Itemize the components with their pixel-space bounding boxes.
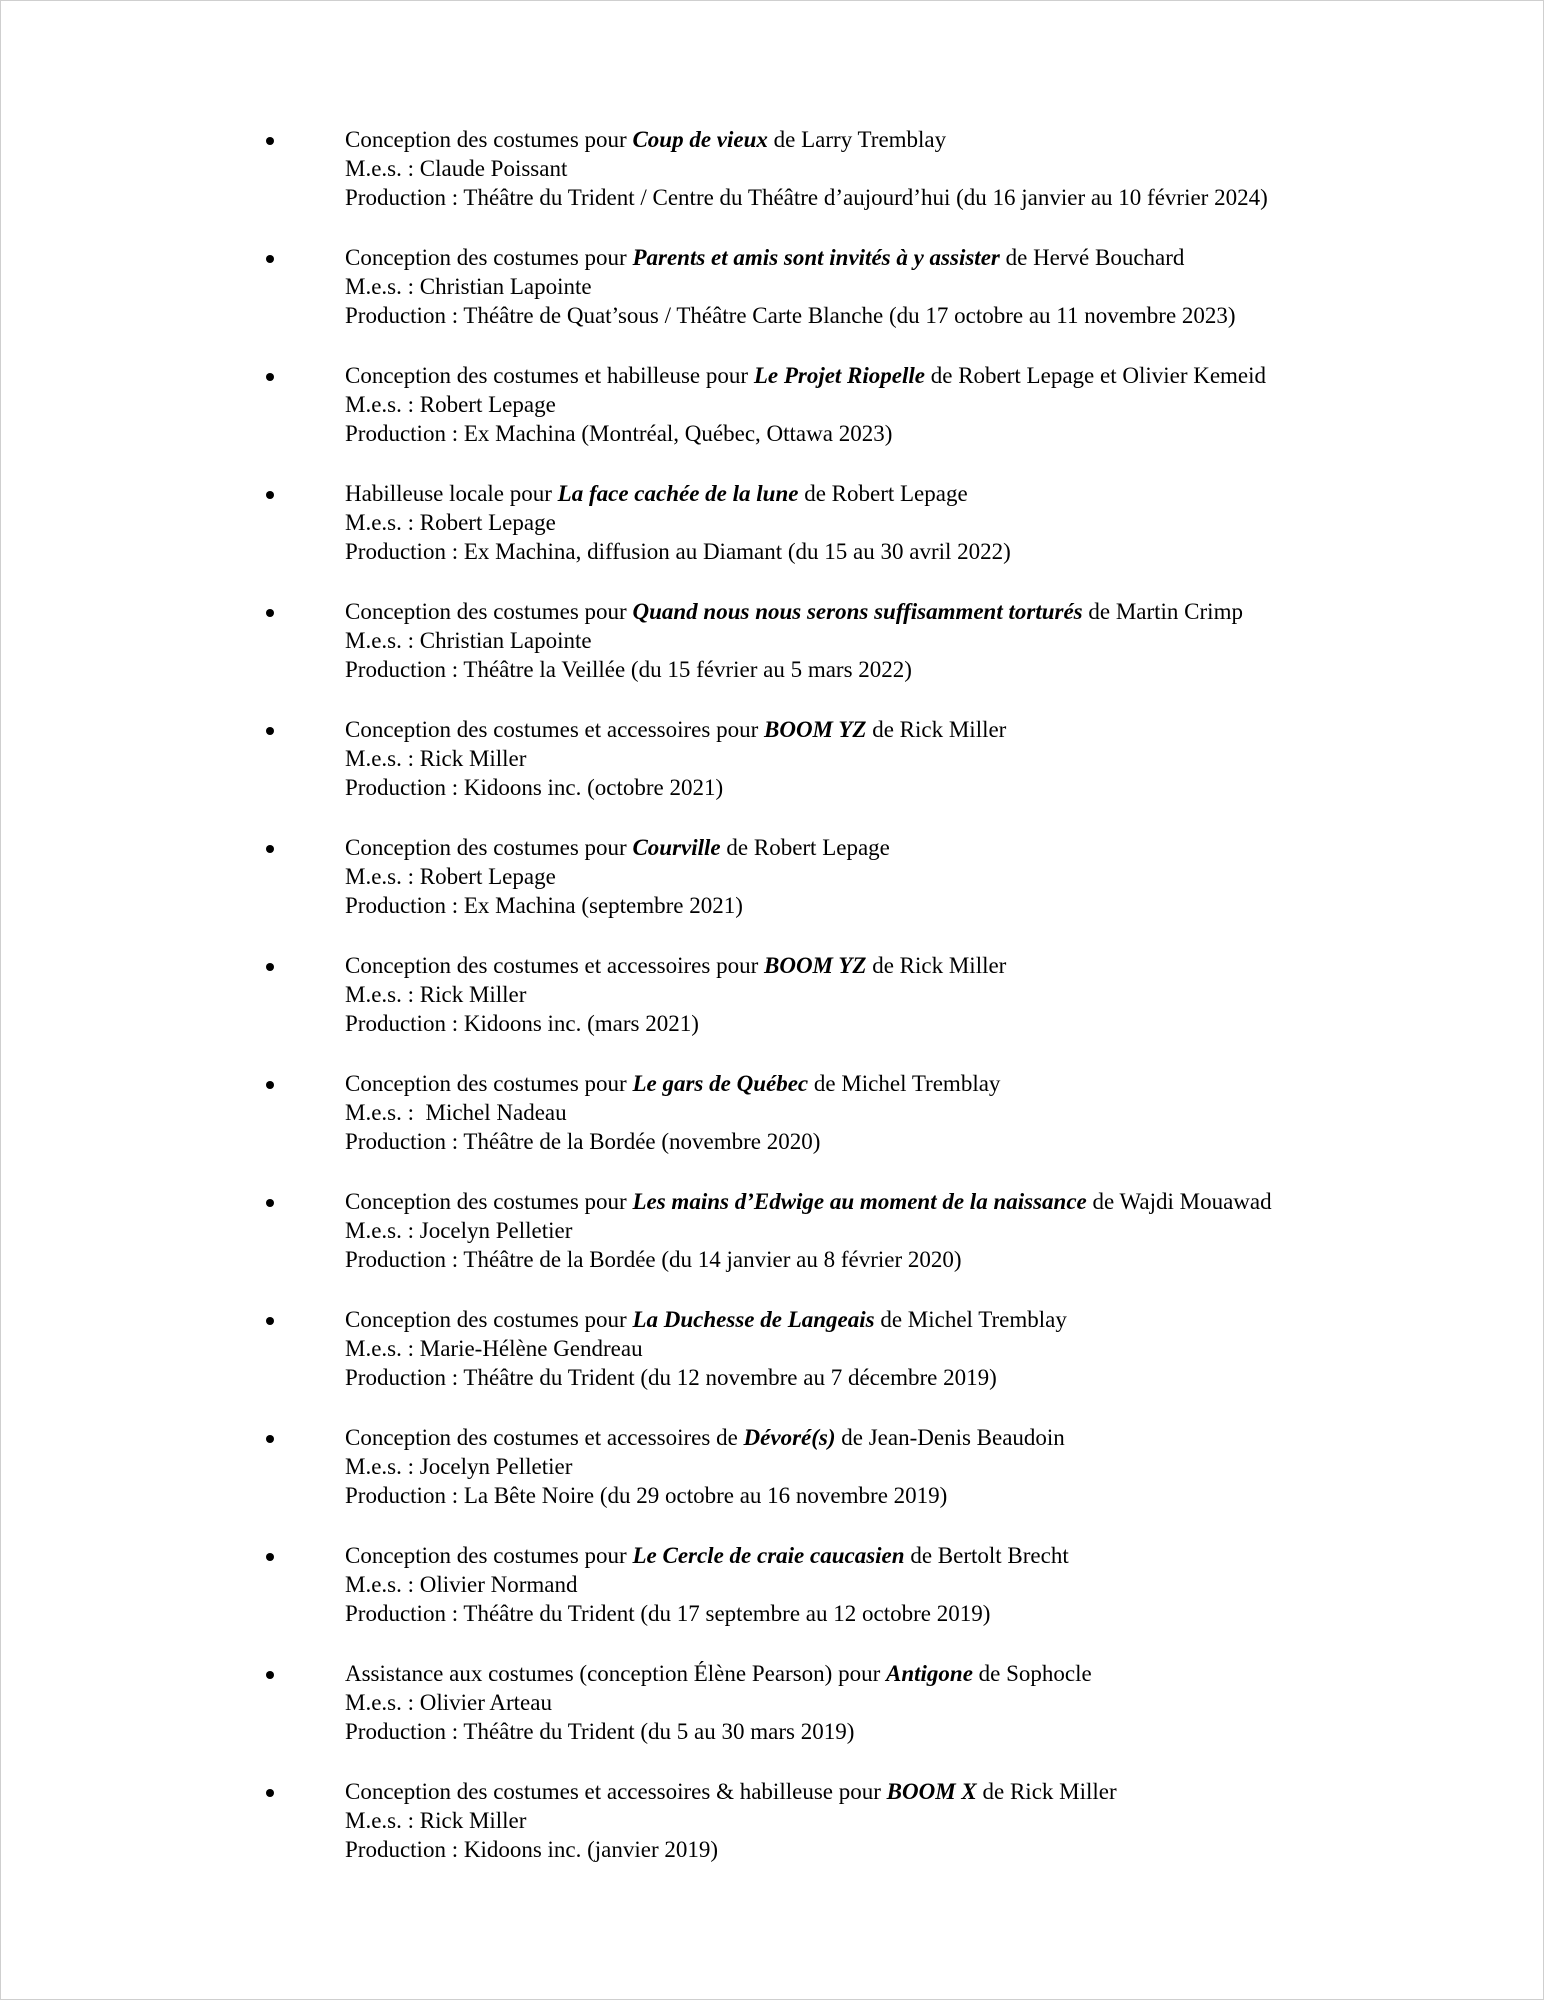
list-item — [1, 951, 1544, 1069]
work-title: La face cachée de la lune — [557, 481, 799, 506]
entry-heading — [345, 1069, 1465, 1098]
director-line: M.e.s. : Christian Lapointe — [345, 274, 592, 299]
entry-author: de Michel Tremblay — [874, 1307, 1067, 1332]
bullet-icon — [266, 255, 274, 263]
entry-author: de Sophocle — [972, 1661, 1092, 1686]
director-line: M.e.s. : Christian Lapointe — [345, 628, 592, 653]
entry-author: de Robert Lepage et Olivier Kemeid — [925, 363, 1267, 388]
work-title: Coup de vieux — [632, 127, 768, 152]
list-item — [1, 715, 1544, 833]
list-item — [1, 361, 1544, 479]
entry-heading — [345, 715, 1465, 744]
production-line: Production : Théâtre du Trident (du 17 septembre au 12 octobre 2019) — [345, 1601, 991, 1626]
entry-heading — [345, 243, 1465, 272]
entry-heading — [345, 597, 1465, 626]
director-line: M.e.s. : Michel Nadeau — [345, 1100, 567, 1125]
production-line: Production : Ex Machina (septembre 2021) — [345, 893, 743, 918]
list-item — [1, 243, 1544, 361]
director-line: M.e.s. : Robert Lepage — [345, 864, 556, 889]
production-line: Production : Théâtre du Trident / Centre du Théâtre d’aujourd’hui (du 16 janvier au 10 février 2024) — [345, 185, 1268, 210]
production-line: Production : Ex Machina (Montréal, Québec, Ottawa 2023) — [345, 421, 893, 446]
work-title: Le Cercle de craie caucasien — [632, 1543, 905, 1568]
entry-heading — [345, 1777, 1465, 1806]
entry-prefix: Conception des costumes et accessoires de — [345, 1425, 744, 1450]
bullet-icon — [266, 609, 274, 617]
entry-text — [345, 243, 1465, 330]
entry-prefix: Assistance aux costumes (conception Élène Pearson) pour — [345, 1661, 886, 1686]
work-title: Le Projet Riopelle — [753, 363, 925, 388]
production-line: Production : Ex Machina, diffusion au Diamant (du 15 au 30 avril 2022) — [345, 539, 1011, 564]
list-item — [1, 833, 1544, 951]
director-line: M.e.s. : Olivier Normand — [345, 1572, 578, 1597]
entry-text — [345, 1423, 1465, 1510]
entry-author: de Robert Lepage — [798, 481, 968, 506]
entry-text — [345, 1069, 1465, 1156]
director-line: M.e.s. : Rick Miller — [345, 982, 527, 1007]
production-line: Production : Théâtre de la Bordée (novembre 2020) — [345, 1129, 821, 1154]
production-line: Production : Théâtre du Trident (du 12 novembre au 7 décembre 2019) — [345, 1365, 997, 1390]
director-line: M.e.s. : Jocelyn Pelletier — [345, 1454, 573, 1479]
entry-text — [345, 1187, 1465, 1274]
work-title: BOOM X — [886, 1779, 977, 1804]
entry-heading — [345, 1305, 1465, 1334]
bullet-icon — [266, 1553, 274, 1561]
entry-text — [345, 125, 1465, 212]
entry-heading — [345, 361, 1465, 390]
entry-prefix: Conception des costumes pour — [345, 1189, 633, 1214]
production-line: Production : Théâtre de la Bordée (du 14 janvier au 8 février 2020) — [345, 1247, 962, 1272]
director-line: M.e.s. : Rick Miller — [345, 746, 527, 771]
entry-prefix: Conception des costumes pour — [345, 1543, 633, 1568]
work-title: Les mains d’Edwige au moment de la naissance — [632, 1189, 1087, 1214]
entry-text — [345, 1541, 1465, 1628]
entry-prefix: Conception des costumes pour — [345, 1307, 633, 1332]
work-title: BOOM YZ — [764, 717, 867, 742]
production-line: Production : Théâtre de Quat’sous / Théâtre Carte Blanche (du 17 octobre au 11 novembre 2023) — [345, 303, 1236, 328]
production-line: Production : La Bête Noire (du 29 octobre au 16 novembre 2019) — [345, 1483, 948, 1508]
list-item — [1, 479, 1544, 597]
work-title: Dévoré(s) — [743, 1425, 836, 1450]
entry-prefix: Habilleuse locale pour — [345, 481, 558, 506]
entry-author: de Rick Miller — [866, 953, 1007, 978]
entry-text — [345, 1777, 1465, 1864]
entry-author: de Rick Miller — [976, 1779, 1117, 1804]
list-item — [1, 1659, 1544, 1777]
work-title: Courville — [632, 835, 721, 860]
list-item — [1, 1187, 1544, 1305]
entry-author: de Rick Miller — [866, 717, 1007, 742]
entry-text — [345, 715, 1465, 802]
list-item — [1, 1777, 1544, 1895]
bullet-icon — [266, 491, 274, 499]
bullet-icon — [266, 1317, 274, 1325]
director-line: M.e.s. : Claude Poissant — [345, 156, 568, 181]
entry-text — [345, 1305, 1465, 1392]
entry-heading — [345, 479, 1465, 508]
bullet-icon — [266, 1671, 274, 1679]
work-title: Le gars de Québec — [632, 1071, 809, 1096]
work-title: La Duchesse de Langeais — [632, 1307, 875, 1332]
entry-prefix: Conception des costumes pour — [345, 245, 633, 270]
work-title: BOOM YZ — [764, 953, 867, 978]
entry-author: de Martin Crimp — [1082, 599, 1243, 624]
production-line: Production : Kidoons inc. (octobre 2021) — [345, 775, 724, 800]
bullet-icon — [266, 1199, 274, 1207]
entry-author: de Michel Tremblay — [808, 1071, 1001, 1096]
director-line: M.e.s. : Robert Lepage — [345, 392, 556, 417]
entry-prefix: Conception des costumes et accessoires & habilleuse pour — [345, 1779, 887, 1804]
entry-author: de Wajdi Mouawad — [1086, 1189, 1272, 1214]
list-item — [1, 1423, 1544, 1541]
work-title: Antigone — [885, 1661, 973, 1686]
bullet-icon — [266, 373, 274, 381]
bullet-icon — [266, 1789, 274, 1797]
bullet-icon — [266, 137, 274, 145]
entry-prefix: Conception des costumes pour — [345, 599, 633, 624]
bullet-icon — [266, 845, 274, 853]
bullet-icon — [266, 963, 274, 971]
entry-author: de Larry Tremblay — [767, 127, 947, 152]
entry-heading — [345, 125, 1465, 154]
entry-author: de Bertolt Brecht — [904, 1543, 1069, 1568]
entry-heading — [345, 1659, 1465, 1688]
entry-heading — [345, 951, 1465, 980]
entry-heading — [345, 1423, 1465, 1452]
director-line: M.e.s. : Robert Lepage — [345, 510, 556, 535]
entry-text — [345, 597, 1465, 684]
entry-prefix: Conception des costumes et habilleuse pour — [345, 363, 754, 388]
list-item — [1, 125, 1544, 243]
entry-text — [345, 951, 1465, 1038]
entry-prefix: Conception des costumes et accessoires pour — [345, 953, 764, 978]
entry-prefix: Conception des costumes pour — [345, 835, 633, 860]
entry-text — [345, 479, 1465, 566]
entry-author: de Hervé Bouchard — [999, 245, 1185, 270]
production-line: Production : Théâtre la Veillée (du 15 février au 5 mars 2022) — [345, 657, 912, 682]
entry-heading — [345, 833, 1465, 862]
entry-prefix: Conception des costumes et accessoires pour — [345, 717, 764, 742]
entry-heading — [345, 1541, 1465, 1570]
entry-prefix: Conception des costumes pour — [345, 1071, 633, 1096]
director-line: M.e.s. : Olivier Arteau — [345, 1690, 552, 1715]
entry-text — [345, 833, 1465, 920]
director-line: M.e.s. : Marie-Hélène Gendreau — [345, 1336, 643, 1361]
list-item — [1, 1305, 1544, 1423]
list-item — [1, 1541, 1544, 1659]
entry-text — [345, 361, 1465, 448]
production-line: Production : Kidoons inc. (mars 2021) — [345, 1011, 699, 1036]
entry-text — [345, 1659, 1465, 1746]
bullet-icon — [266, 1435, 274, 1443]
work-title: Parents et amis sont invités à y assister — [632, 245, 1000, 270]
director-line: M.e.s. : Rick Miller — [345, 1808, 527, 1833]
production-list — [1, 125, 1544, 1895]
production-line: Production : Théâtre du Trident (du 5 au 30 mars 2019) — [345, 1719, 855, 1744]
entry-author: de Jean-Denis Beaudoin — [835, 1425, 1065, 1450]
bullet-icon — [266, 727, 274, 735]
entry-author: de Robert Lepage — [720, 835, 890, 860]
entry-prefix: Conception des costumes pour — [345, 127, 633, 152]
director-line: M.e.s. : Jocelyn Pelletier — [345, 1218, 573, 1243]
bullet-icon — [266, 1081, 274, 1089]
work-title: Quand nous nous serons suffisamment torturés — [632, 599, 1083, 624]
list-item — [1, 597, 1544, 715]
entry-heading — [345, 1187, 1465, 1216]
production-line: Production : Kidoons inc. (janvier 2019) — [345, 1837, 719, 1862]
list-item — [1, 1069, 1544, 1187]
